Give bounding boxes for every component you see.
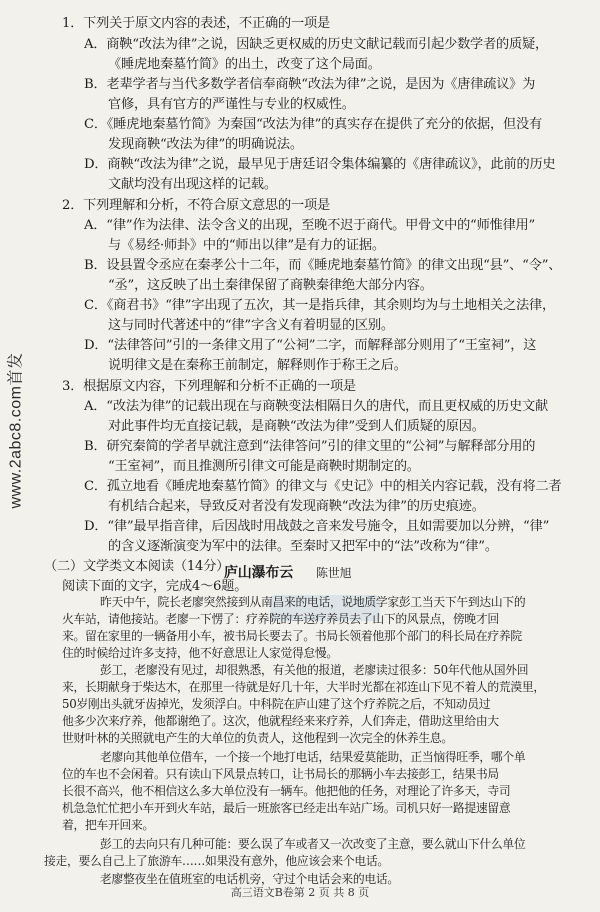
text-line: 3．根据原文内容，下列理解和分析不正确的一项是 (62, 379, 356, 394)
text-line: 这与同时代著述中的“律”字含义有着明显的区别。 (108, 318, 394, 333)
text-line: 阅读下面的文字，完成4～6题。 (62, 579, 248, 594)
text-line: 50岁刚出头就牙齿掉光，发须浮白。中科院在庐山建了这个疗养院之后，不知动员过 (62, 697, 491, 711)
text-line: （二）文学类文本阅读（14分） (44, 559, 230, 574)
text-line: 来。留在家里的一辆备用小车，被书局长要去了。书局长领着他那个部门的科长局在疗养院 (62, 629, 522, 643)
text-line: 来，长期献身于柴达木，在那里一待就是好几十年，大半时光都在祁连山下见不着人的荒漠里， (62, 680, 545, 694)
text-line: 2．下列理解和分析，不符合原文意思的一项是 (62, 198, 330, 213)
text-line: 老廖整夜坐在值班室的电话机旁，守过个电话会来的电话。 (100, 872, 399, 886)
text-line: 发现商鞅“改法为律”的明确说法。 (108, 137, 303, 152)
text-line: 彭工，老廖没有见过，却很熟悉，有关他的报道，老廖读过很多：50年代他从国外回 (100, 663, 529, 677)
text-line: 世财叶林的关照就电产生的大单位的负责人，这他程到一次完全的休养生息。 (62, 731, 453, 745)
text-line: B．设县置令丞应在秦孝公十二年，而《睡虎地秦墓竹简》的律文出现“县”、“令”、 (84, 258, 562, 273)
text-line: A．商鞅“改法为律”之说，因缺乏更权威的历史文献记载而引起少数学者的质疑， (84, 37, 548, 52)
text-line: 文献均没有出现这样的记载。 (108, 177, 277, 192)
text-line: 昨天中午，院长老廖突然接到从南昌来的电话，说地质学家彭工当天下午到达山下的 (100, 595, 526, 609)
text-line: 位的车也不会闲着。只有读山下风景点转口，让书局长的那辆小车去接彭工，结果书局 (62, 767, 499, 781)
text-line: 说明律文是在秦称王前制定，解释则作于称王之后。 (108, 358, 407, 373)
page-footer: 高三语文B卷第 2 页 共 8 页 (230, 886, 370, 899)
text-line: 彭工的去向只有几种可能：要么误了车或者又一次改变了主意，要么就山下什么单位 (100, 837, 526, 851)
text-line: B．研究秦简的学者早就注意到“法律答问”引的律文里的“公祠”与解释部分用的 (84, 439, 536, 454)
text-line: B．老辈学者与当代多数学者信奉商鞅“改法为律”之说，是因为《唐律疏议》为 (84, 77, 536, 92)
text-line: “丞”，这反映了出土秦律保留了商鞅秦律绝大部分内容。 (108, 278, 433, 293)
text-line: A．“律”作为法律、法令含义的出现，至晚不迟于商代。甲骨文中的“师惟律用” (84, 218, 536, 233)
text-line: 对此事件均无直接记载，是商鞅“改法为律”受到人们质疑的原因。 (108, 419, 485, 434)
text-line: 他多少次来疗养，他都谢绝了。这次，他就程经来来疗养，人们奔走，借助这里给由大 (62, 714, 499, 728)
story-author: 陈世旭 (316, 566, 352, 580)
text-line: “王室祠”，而且推测所引律文可能是商鞅时期制定的。 (108, 459, 420, 474)
text-line: 官修，具有官方的严谨性与专业的权威性。 (108, 97, 355, 112)
text-line: 长很不高兴，他不相信这么多大单位没有一辆车。他把他的任务，对理论了许多天，寺司 (62, 784, 511, 798)
text-line: 《睡虎地秦墓竹简》的出土，改变了这个局面。 (108, 57, 381, 72)
text-line: D．“律”最早指音律，后因战时用战鼓之音来发号施令，且如需要加以分辨，“律” (84, 519, 550, 534)
watermark: www.2abc8.com首发 (7, 352, 25, 508)
text-line: 机急急忙忙把小车开到火车站，最后一班旅客已经走出车站广场。司机只好一路提速留意 (62, 801, 511, 815)
text-line: C．《商君书》“律”字出现了五次，其一是指兵律，其余则均为与土地相关之法律， (84, 298, 555, 313)
text-line: C．《睡虎地秦墓竹简》为秦国“改法为律”的真实存在提供了充分的依据，但没有 (84, 117, 542, 132)
text-line: 老廖向其他单位借车，一个接一个地打电话，结果爱莫能助，正当恼得旺季，哪个单 (100, 750, 526, 764)
text-line: 的含义逐渐演变为军中的法律。至秦时又把军中的“法”改称为“律”。 (108, 539, 498, 554)
text-line: 着，把车开回来。 (62, 818, 154, 832)
text-line: 1．下列关于原文内容的表述，不正确的一项是 (62, 16, 330, 31)
text-line: D．商鞅“改法为律”之说，最早见于唐廷诏令集体编纂的《唐律疏议》，此前的历史 (84, 157, 556, 172)
story-title: 庐山瀑布云 (224, 565, 293, 581)
text-line: A．“改法为律”的记载出现在与商鞅变法相隔日久的唐代，而且更权威的历史文献 (84, 399, 548, 414)
text-line: 接走，要么自己上了旅游车……如果没有意外，他应该会来个电话。 (44, 854, 389, 868)
text-line: 住的时候给过许多支持，他不好意思让人家觉得怠慢。 (62, 646, 338, 660)
text-line: D．“法律答问”引的一条律文用了“公祠”二字，而解释部分则用了“王室祠”，这 (84, 338, 537, 353)
text-line: 与《易经·师卦》中的“师出以律”是有力的证据。 (108, 238, 385, 253)
text-line: 火车站，请他接站。老廖一下愣了：疗养院的车送疗养员去了山下的风景点，傍晚才回 (62, 612, 499, 626)
text-line: C．孤立地看《睡虎地秦墓竹简》的律文与《史记》中的相关内容记载，没有将二者 (84, 479, 562, 494)
text-line: 有机结合起来，导致反对者没有发现商鞅“改法为律”的历史痕迹。 (108, 499, 485, 514)
